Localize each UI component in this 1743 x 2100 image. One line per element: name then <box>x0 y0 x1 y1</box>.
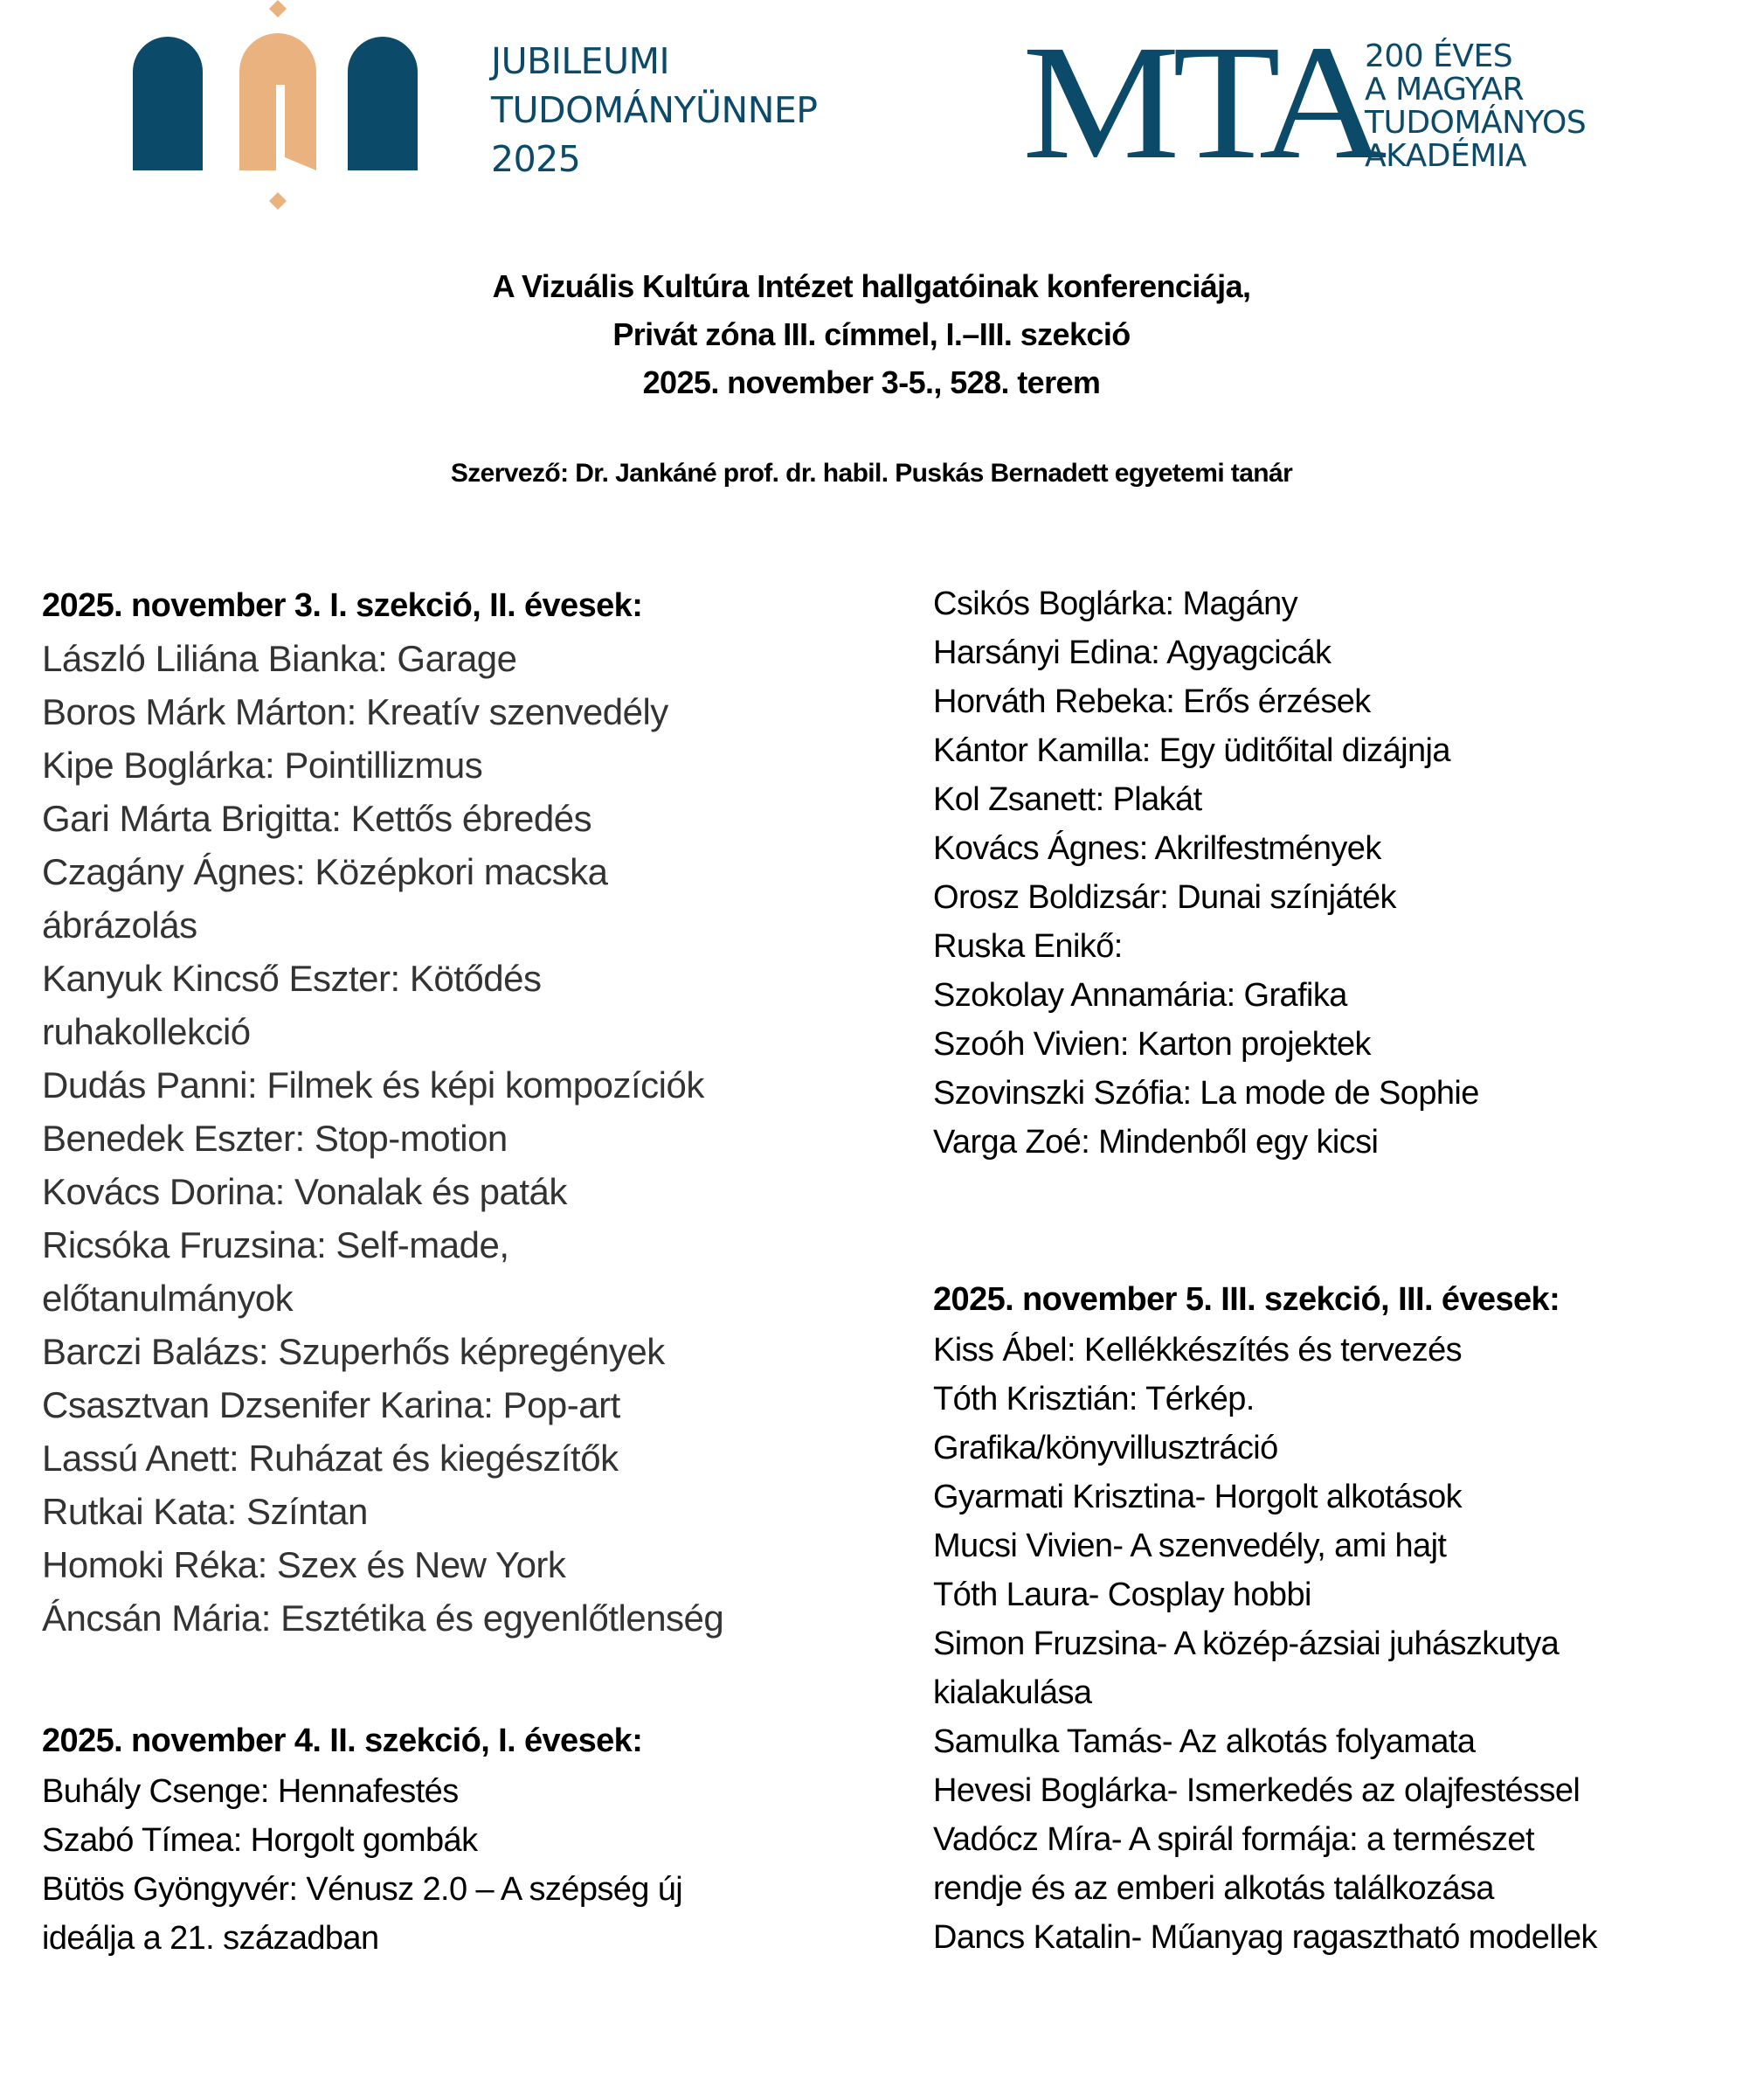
list-item: rendje és az emberi alkotás találkozása <box>933 1870 1494 1907</box>
arch-left <box>133 37 203 170</box>
mta-line: A MAGYAR <box>1365 72 1525 107</box>
list-item: Barczi Balázs: Szuperhős képregények <box>42 1331 665 1372</box>
section-heading: 2025. november 5. III. szekció, III. évesek: <box>933 1281 1560 1318</box>
section-heading: 2025. november 4. II. szekció, I. évesek: <box>42 1722 643 1759</box>
list-item: Kiss Ábel: Kellékkészítés és tervezés <box>933 1332 1463 1369</box>
list-item: Gyarmati Krisztina- Horgolt alkotások <box>933 1479 1463 1515</box>
organizer: Szervező: Dr. Jankáné prof. dr. habil. Puskás Bernadett egyetemi tanár <box>450 459 1293 488</box>
list-item: Kipe Boglárka: Pointillizmus <box>42 745 483 786</box>
page-title <box>0 262 1743 406</box>
list-item: Horváth Rebeka: Erős érzések <box>933 683 1371 720</box>
list-item: Bütös Gyöngyvér: Vénusz 2.0 – A szépség új <box>42 1871 683 1908</box>
list-item: László Liliána Bianka: Garage <box>42 638 517 679</box>
list-item: kialakulása <box>933 1674 1092 1711</box>
diamond-top-icon <box>269 0 287 17</box>
section-2 <box>42 1715 881 1963</box>
mta-line: TUDOMÁNYOS <box>1365 105 1587 141</box>
list-item: Rutkai Kata: Színtan <box>42 1491 368 1532</box>
mta-line: AKADÉMIA <box>1365 138 1526 174</box>
list-item: ideálja a 21. században <box>42 1920 379 1957</box>
list-item: Grafika/könyvillusztráció <box>933 1430 1278 1466</box>
jubileumi-wordmark <box>491 37 818 184</box>
list-item: Czagány Ágnes: Középkori macska <box>42 851 608 892</box>
list-item: előtanulmányok <box>42 1278 294 1319</box>
list-item: Gari Márta Brigitta: Kettős ébredés <box>42 798 592 839</box>
list-item: Csasztvan Dzsenifer Karina: Pop-art <box>42 1384 620 1425</box>
mta-letters: MTA <box>1022 10 1380 193</box>
mta-wordmark <box>1365 40 1586 173</box>
list-item: ruhakollekció <box>42 1011 251 1052</box>
list-item: Csikós Boglárka: Magány <box>933 586 1298 622</box>
list-item: Tóth Laura- Cosplay hobbi <box>933 1577 1311 1613</box>
section-3 <box>933 1273 1719 1962</box>
jubileumi-line: JUBILEUMI <box>491 40 670 82</box>
mta-logo <box>1022 10 1634 193</box>
list-item: Kol Zsanett: Plakát <box>933 781 1202 818</box>
section-items <box>933 1326 1719 1962</box>
diamond-bottom-icon <box>269 192 287 210</box>
section-heading: 2025. november 3. I. szekció, II. évesek: <box>42 587 643 624</box>
list-item: Szovinszki Szófia: La mode de Sophie <box>933 1075 1479 1112</box>
title-line: Privát zóna III. címmel, I.–III. szekció <box>612 316 1131 352</box>
list-item: Varga Zoé: Mindenből egy kicsi <box>933 1124 1379 1161</box>
left-column <box>42 579 881 1963</box>
list-item: Dancs Katalin- Műanyag ragasztható modellek <box>933 1919 1597 1956</box>
list-item: ábrázolás <box>42 904 197 946</box>
list-item: Kántor Kamilla: Egy üditőital dizájnja <box>933 732 1450 769</box>
list-item: Lassú Anett: Ruházat és kiegészítők <box>42 1438 619 1479</box>
list-item: Tóth Krisztián: Térkép. <box>933 1381 1255 1417</box>
list-item: Samulka Tamás- Az alkotás folyamata <box>933 1723 1476 1760</box>
list-item: Szokolay Annamária: Grafika <box>933 977 1347 1014</box>
right-column <box>933 579 1719 1962</box>
list-item: Kovács Ágnes: Akrilfestmények <box>933 830 1381 867</box>
title-line: A Vizuális Kultúra Intézet hallgatóinak konferenciája, <box>492 268 1251 304</box>
list-item: Dudás Panni: Filmek és képi kompozíciók <box>42 1064 704 1105</box>
list-item: Ricsóka Fruzsina: Self-made, <box>42 1224 509 1265</box>
list-item: Ruska Enikő: <box>933 928 1123 965</box>
jubileumi-line: 2025 <box>491 138 581 180</box>
arches-logo-icon <box>131 0 419 218</box>
list-item: Kanyuk Kincső Eszter: Kötődés <box>42 958 542 999</box>
list-item: Benedek Eszter: Stop-motion <box>42 1118 508 1159</box>
section-items <box>42 1767 881 1963</box>
section-items <box>42 632 881 1645</box>
jubileumi-line: TUDOMÁNYÜNNEP <box>491 89 818 131</box>
list-item: Szoóh Vivien: Karton projektek <box>933 1026 1371 1063</box>
list-item: Buhály Csenge: Hennafestés <box>42 1773 459 1810</box>
list-item: Szabó Tímea: Horgolt gombák <box>42 1822 478 1859</box>
list-item: Kovács Dorina: Vonalak és paták <box>42 1171 567 1212</box>
list-item: Simon Fruzsina- A közép-ázsiai juhászkutya <box>933 1625 1560 1662</box>
title-line: 2025. november 3-5., 528. terem <box>642 364 1101 400</box>
arch-middle <box>239 33 316 170</box>
list-item: Mucsi Vivien- A szenvedély, ami hajt <box>933 1528 1447 1564</box>
list-item: Áncsán Mária: Esztétika és egyenlőtlenség <box>42 1598 724 1639</box>
section-items-continued <box>933 579 1719 1167</box>
list-item: Harsányi Edina: Agyagcicák <box>933 634 1331 671</box>
arch-right <box>348 37 418 170</box>
list-item: Vadócz Míra- A spirál formája: a természet <box>933 1821 1534 1858</box>
list-item: Orosz Boldizsár: Dunai színjáték <box>933 879 1396 916</box>
list-item: Hevesi Boglárka- Ismerkedés az olajfestéssel <box>933 1772 1580 1809</box>
list-item: Homoki Réka: Szex és New York <box>42 1544 566 1585</box>
jubileumi-logo <box>131 0 891 218</box>
mta-line: 200 ÉVES <box>1365 38 1513 74</box>
section-1 <box>42 579 881 1645</box>
list-item: Boros Márk Márton: Kreatív szenvedély <box>42 691 668 732</box>
